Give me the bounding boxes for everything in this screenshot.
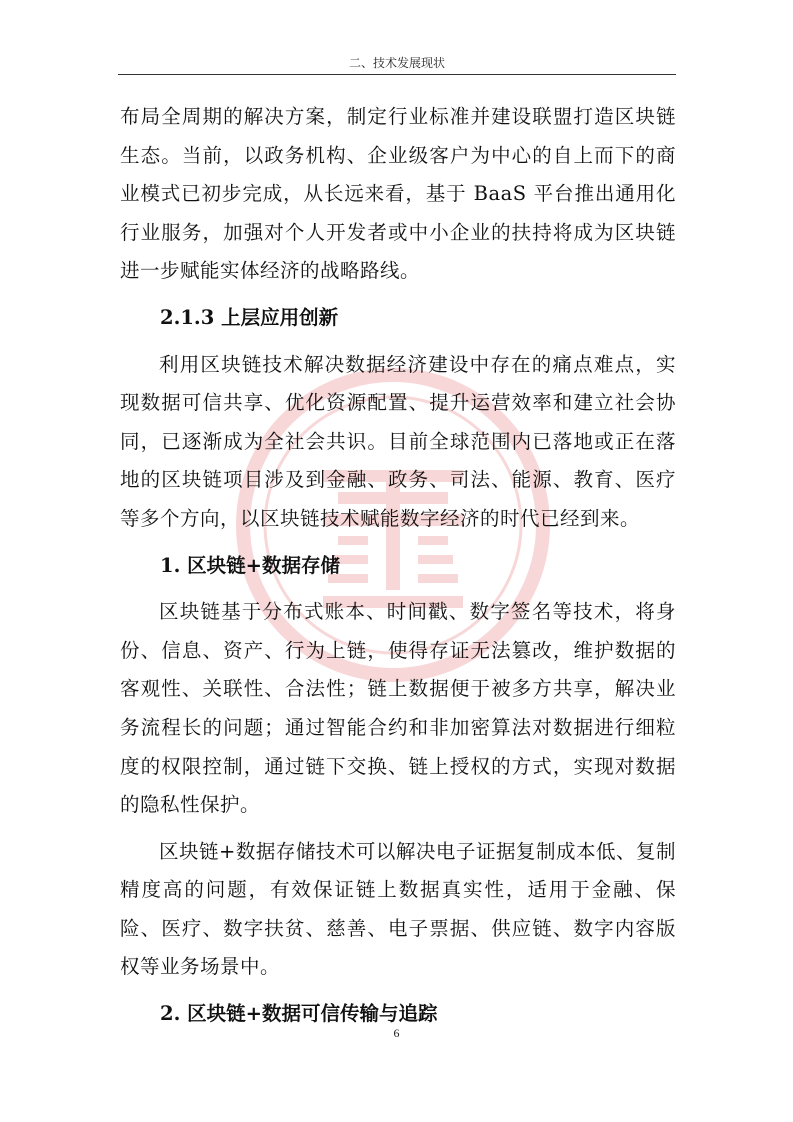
- header-rule: [118, 74, 676, 75]
- subheading-1-data-storage: 1. 区块链+数据存储: [160, 553, 340, 577]
- paragraph-1b: 区块链+数据存储技术可以解决电子证据复制成本低、复制精度高的问题，有效保证链上数据真实性，适用于金融、保险、医疗、数字扶贫、慈善、电子票据、供应链、数字内容版权等业务场景中。: [120, 839, 676, 979]
- section-heading-2-1-3: 2.1.3 上层应用创新: [160, 305, 339, 329]
- subheading-2-trusted-transfer: 2. 区块链+数据可信传输与追踪: [160, 1002, 438, 1026]
- page-number: 6: [393, 1026, 400, 1040]
- paragraph-2-1-3: 利用区块链技术解决数据经济建设中存在的痛点难点，实现数据可信共享、优化资源配置、提升运营效率和建立社会协同，已逐渐成为全社会共识。目前全球范围内已落地或正在落地的区块链项目涉及到金融、政务、司法、能源、教育、医疗等多个方向，以区块链技术赋能数字经济的时代已经到来。: [120, 352, 676, 530]
- paragraph-intro-continued: 布局全周期的解决方案，制定行业标准并建设联盟打造区块链生态。当前，以政务机构、企业级客户为中心的自上而下的商业模式已初步完成，从长远来看，基于 BaaS 平台推出通用化行业服务，加强对个人开发者或中小企业的扶持将成为区块链进一步赋能实体经济的战略路线。: [120, 105, 676, 283]
- document-body: [120, 98, 676, 1034]
- running-header: 二、技术发展现状: [348, 56, 445, 70]
- paragraph-1a: 区块链基于分布式账本、时间戳、数字签名等技术，将身份、信息、资产、行为上链，使得存证无法篡改，维护数据的客观性、关联性、合法性；链上数据便于被多方共享，解决业务流程长的问题；通过智能合约和非加密算法对数据进行细粒度的权限控制，通过链下交换、链上授权的方式，实现对数据的隐私性保护。: [120, 600, 676, 817]
